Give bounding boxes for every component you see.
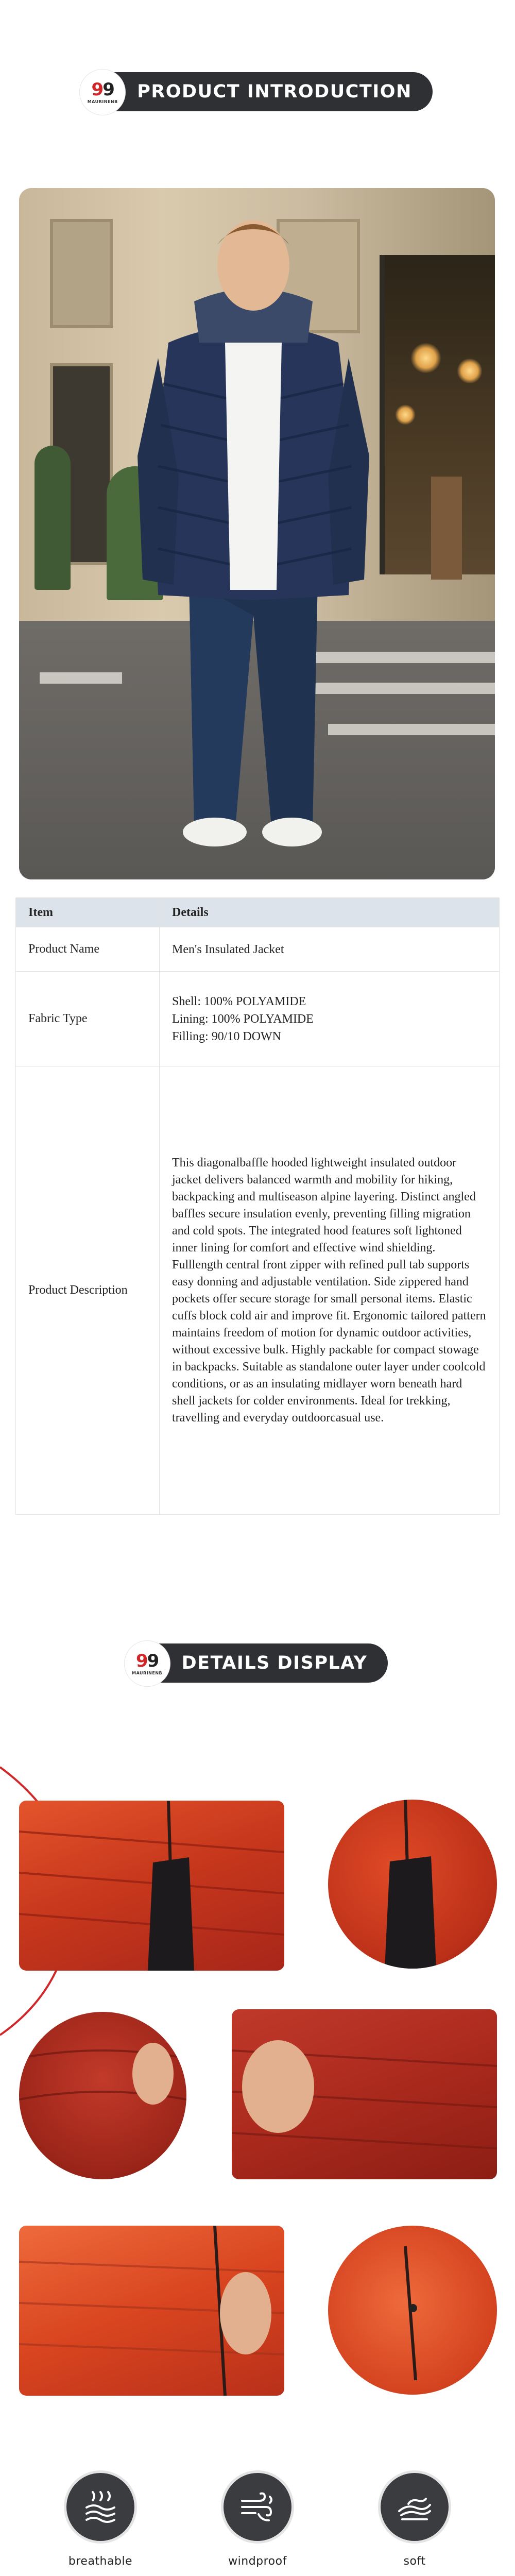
feature-soft [358,2473,471,2568]
breathable-icon [66,2473,134,2541]
product-introduction-header [0,72,515,111]
table-row [16,927,500,972]
detail-photo-front-zipper [328,1800,497,1969]
feature-label: breathable [68,2555,133,2568]
fabric-lining: Lining: 100% POLYAMIDE [172,1012,314,1026]
row-item-product-name: Product Name [16,927,160,972]
soft-icon [381,2473,449,2541]
row-details-product-name [160,927,500,972]
table-row [16,1066,500,1515]
brand-logo-number: 99 [91,79,114,100]
row-item-product-description: Product Description [16,1066,160,1515]
description-paragraph-2: Fulllength central front zipper with refined pull tab supports easy donning and adjustable ventilation. Side zippered hand pockets offer secure storage for small personal items. Elastic cuffs block cold air and improve fit. Ergonomic tailored pattern maintains freedom of motion for dynamic outdoor activities, without excessive bulk. Highly packable for compact stowage in backpacks. Suitable as standalone outer layer under coolcold conditions, or as an insulating midlayer worn beneath hard shell jackets for colder environments. Ideal for trekking, travelling and everyday outdoorcasual use. [172,1258,486,1425]
detail-photo-elastic-cuff [232,2009,497,2179]
brand-logo [124,1640,170,1687]
feature-label: windproof [228,2555,287,2568]
hero-product-photo [19,188,495,879]
table-header-details: Details [160,898,500,927]
brand-logo [79,69,126,115]
feature-breathable [44,2473,157,2568]
detail-photo-side-pocket [19,2226,284,2396]
feature-label: soft [403,2555,426,2568]
section-title-pill [82,72,433,111]
brand-logo-number: 99 [135,1650,159,1671]
windproof-icon [224,2473,291,2541]
section-title-pill [127,1643,388,1683]
product-name-value: Men's Insulated Jacket [172,942,284,956]
fabric-filling: Filling: 90/10 DOWN [172,1029,282,1043]
feature-windproof [201,2473,314,2568]
detail-photo-hood-interior [19,2012,186,2179]
fabric-shell: Shell: 100% POLYAMIDE [172,994,306,1008]
section-title-text: PRODUCT INTRODUCTION [137,81,412,102]
section-title-text: DETAILS DISPLAY [181,1653,368,1673]
product-spec-table [15,897,500,1515]
details-display-header [0,1643,515,1683]
row-details-fabric-type [160,972,500,1066]
table-row [16,972,500,1066]
model-figure [19,188,495,879]
brand-logo-word: MAURINENB [87,99,118,104]
row-item-fabric-type: Fabric Type [16,972,160,1066]
description-paragraph-1: This diagonalbaffle hooded lightweight insulated outdoor jacket delivers balanced warmth and mobility for hiking, backpacking and multiseason alpine layering. Distinct angled baffles secure insulation evenly, preventing filling migration and cold spots. The integrated hood features soft lightoned inner lining for comfort and effective wind shielding. [172,1156,476,1255]
detail-photo-zipper-pocket [19,1801,284,1971]
table-header-item: Item [16,898,160,927]
brand-logo-word: MAURINENB [132,1670,163,1675]
detail-photo-pocket-zipper [328,2226,497,2395]
table-header-row [16,898,500,927]
row-details-product-description [160,1066,500,1515]
